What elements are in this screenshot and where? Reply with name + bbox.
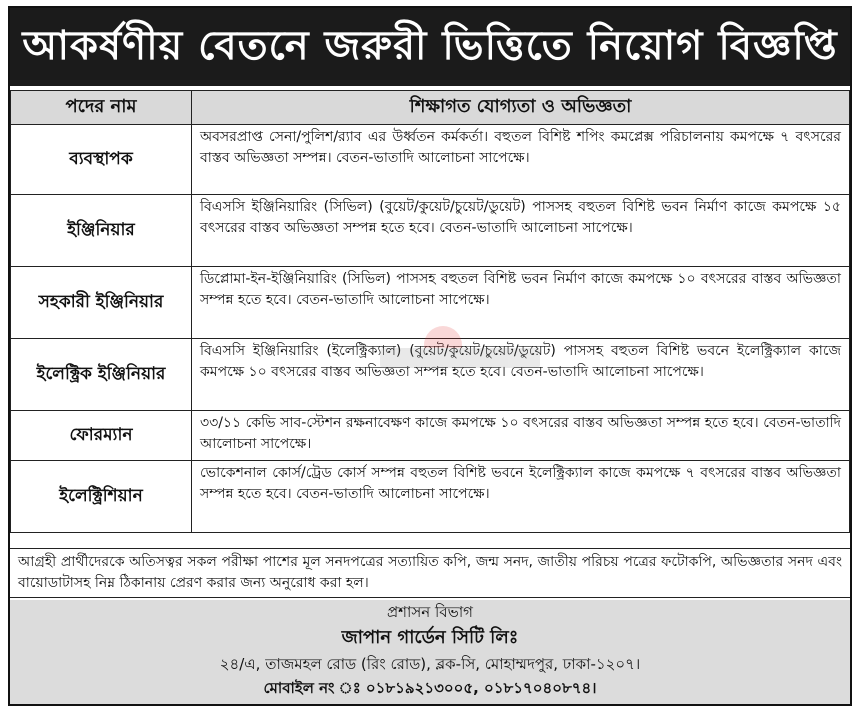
contact-footer (10, 600, 850, 704)
position-column-header: পদের নাম (11, 91, 192, 125)
application-instruction: আগ্রহী প্রার্থীদেরকে অতিসত্বর সকল পরীক্ষা পাশের মূল সনদপত্রের সত্যায়িত কপি, জন্ম সনদ, জাতীয় পরিচয় পত্রের ফটোকপি, অভিজ্ঞতার সনদ এবং বায়োডাটাসহ নিম্ন ঠিকানায় প্রেরণ করার জন্য অনুরোধ করা হল। (10, 548, 850, 598)
table-row (11, 125, 850, 195)
qualification-text: অবসরপ্রাপ্ত সেনা/পুলিশ/র‍্যাব এর উর্ধ্বতন কর্মকর্তা। বহুতল বিশিষ্ট শপিং কমপ্লেক্স পরিচালনায় কমপক্ষে ৭ বৎসরের বাস্তব অভিজ্ঞতা সম্পন্ন। বেতন-ভাতাদি আলোচনা সাপেক্ষে। (192, 125, 850, 195)
department-name: প্রশাসন বিভাগ (386, 603, 474, 621)
table-row (11, 461, 850, 533)
table-header-row (11, 91, 850, 125)
qualification-text: ৩৩/১১ কেভি সাব-স্টেশন রক্ষনাবেক্ষণ কাজে কমপক্ষে ১০ বৎসরের বাস্তব অভিজ্ঞতা সম্পন্ন হতে হবে। বেতন-ভাতাদি আলোচনা সাপেক্ষে। (192, 411, 850, 461)
qualification-text: ডিপ্লোমা-ইন-ইঞ্জিনিয়ারিং (সিভিল) পাসসহ বহুতল বিশিষ্ট ভবন নির্মাণ কাজে কমপক্ষে ১০ বৎসরের বাস্তব অভিজ্ঞতা সম্পন্ন হতে হবে। বেতন-ভাতাদি আলোচনা সাপেক্ষে। (192, 267, 850, 339)
headline: আকর্ষণীয় বেতনে জরুরী ভিত্তিতে নিয়োগ বিজ্ঞপ্তি (10, 8, 850, 86)
table-row (11, 267, 850, 339)
company-name: জাপান গার্ডেন সিটি লিঃ (341, 627, 519, 648)
position-name: ফোরম্যান (11, 411, 192, 461)
position-name: ব্যবস্থাপক (11, 125, 192, 195)
jobs-table (10, 90, 850, 533)
position-name: ইলেক্ট্রিশিয়ান (11, 461, 192, 533)
table-row (11, 411, 850, 461)
mobile-numbers: মোবাইল নং ঃ ০১৮১৯২১৩০০৫, ০১৮১৭০৪০৮৭৪। (263, 679, 597, 697)
position-name: সহকারী ইঞ্জিনিয়ার (11, 267, 192, 339)
position-name: ইলেক্ট্রিক ইঞ্জিনিয়ার (11, 339, 192, 411)
table-row (11, 339, 850, 411)
qualification-column-header: শিক্ষাগত যোগ্যতা ও অভিজ্ঞতা (192, 91, 850, 125)
qualification-text: বিএসসি ইঞ্জিনিয়ারিং (সিভিল) (বুয়েট/কুয়েট/চুয়েট/ডুয়েট) পাসসহ বহুতল বিশিষ্ট ভবন নির্মাণ কাজে কমপক্ষে ১৫ বৎসরের বাস্তব অভিজ্ঞতা সম্পন্ন হতে হবে। বেতন-ভাতাদি আলোচনা সাপেক্ষে। (192, 195, 850, 267)
qualification-text: বিএসসি ইঞ্জিনিয়ারিং (ইলেক্ট্রিক্যাল) (বুয়েট/কুয়েট/চুয়েট/ডুয়েট) পাসসহ বহুতল বিশিষ্ট ভবনে ইলেক্ট্রিক্যাল কাজে কমপক্ষে ১০ বৎসরের বাস্তব অভিজ্ঞতা সম্পন্ন হতে হবে। বেতন-ভাতাদি আলোচনা সাপেক্ষে। (192, 339, 850, 411)
qualification-text: ভোকেশনাল কোর্স/ট্রেড কোর্স সম্পন্ন বহুতল বিশিষ্ট ভবনে ইলেক্ট্রিক্যাল কাজে কমপক্ষে ৭ বৎসরের বাস্তব অভিজ্ঞতা সম্পন্ন হতে হবে। বেতন-ভাতাদি আলোচনা সাপেক্ষে। (192, 461, 850, 533)
job-advertisement (8, 6, 852, 706)
company-address: ২৪/এ, তাজমহল রোড (রিং রোড), ব্লক-সি, মোহাম্মদপুর, ঢাকা-১২০৭। (219, 655, 641, 673)
table-row (11, 195, 850, 267)
position-name: ইঞ্জিনিয়ার (11, 195, 192, 267)
